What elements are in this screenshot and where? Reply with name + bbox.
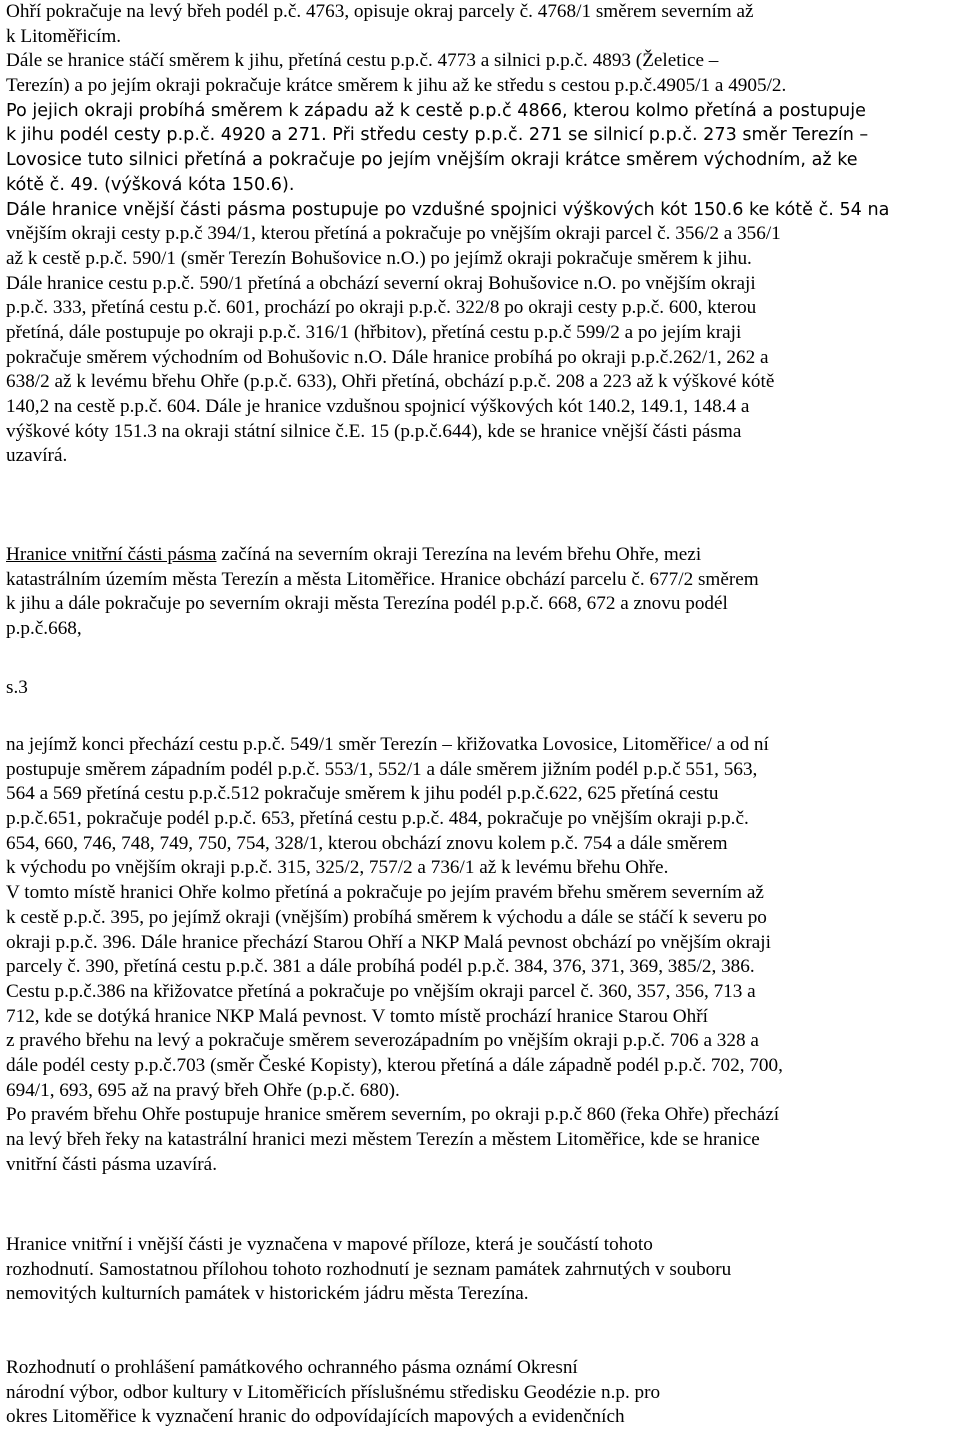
text-line: Hranice vnitřní i vnější části je vyznačena v mapové příloze, která je součástí tohoto bbox=[6, 1234, 653, 1255]
text-line: rozhodnutí. Samostatnou přílohou tohoto rozhodnutí je seznam památek zahrnutých v souboru bbox=[6, 1258, 732, 1280]
text-line: katastrálním územím města Terezín a města Litoměřice. Hranice obchází parcelu č. 677/2 směrem bbox=[6, 568, 759, 590]
text-line: parcely č. 390, přetíná cestu p.p.č. 381 a dále probíhá podél p.p.č. 384, 376, 371, 369, 385/2, 386. bbox=[6, 956, 755, 978]
text-line: výškové kóty 151.3 na okraji státní silnice č.E. 15 (p.p.č.644), kde se hranice vnější části pásma bbox=[6, 420, 742, 442]
text-line: 694/1, 693, 695 až na pravý břeh Ohře (p.p.č. 680). bbox=[6, 1079, 400, 1101]
page-number-label: s.3 bbox=[6, 677, 28, 698]
text-line: k Litoměřicím. bbox=[6, 25, 122, 47]
paragraph-outer-zone-south bbox=[6, 99, 954, 222]
paragraph-outer-zone-intro bbox=[6, 0, 954, 99]
text-line: p.p.č. 333, přetíná cestu p.č. 601, prochází po okraji p.p.č. 322/8 po okraji cesty p.p.č. 600, kterou bbox=[6, 297, 757, 319]
text-line: okres Litoměřice k vyznačení hranic do odpovídajících mapových a evidenčních bbox=[6, 1406, 625, 1428]
text-line: Po jejich okraji probíhá směrem k západu až k cestě p.p.č 4866, kterou kolmo přetíná a postupuje bbox=[6, 100, 866, 121]
text-line: uzavírá. bbox=[6, 445, 68, 467]
text-line: k jihu podél cesty p.p.č. 4920 a 271. Při středu cesty p.p.č. 271 se silnicí p.p.č. 273 směr Terezín – bbox=[6, 125, 869, 146]
text-line: až k cestě p.p.č. 590/1 (směr Terezín Bohušovice n.O.) po jejímž okraji pokračuje směrem k jihu. bbox=[6, 247, 752, 269]
text-line: Dále se hranice stáčí směrem k jihu, přetíná cestu p.p.č. 4773 a silnici p.p.č. 4893 (Želetice – bbox=[6, 50, 719, 72]
text-line: Dále hranice vnější části pásma postupuje po vzdušné spojnici výškových kót 150.6 ke kótě č. 54 na bbox=[6, 199, 890, 220]
text-line: V tomto místě hranici Ohře kolmo přetíná a pokračuje po jejím pravém břehu směrem severním až bbox=[6, 882, 764, 904]
text-line: přetíná, dále postupuje po okraji p.p.č. 316/1 (hřbitov), přetíná cestu p.p.č 599/2 a po jejím kraji bbox=[6, 322, 742, 344]
paragraph-map-appendix bbox=[6, 1233, 954, 1307]
text-line: vnitřní části pásma uzavírá. bbox=[6, 1153, 217, 1175]
text-line: 564 a 569 přetíná cestu p.p.č.512 pokračuje směrem k jihu podél p.p.č.622, 625 přetíná cestu bbox=[6, 783, 719, 805]
text-line: pokračuje směrem východním od Bohušovic n.O. Dále hranice probíhá po okraji p.p.č.262/1, 262 a bbox=[6, 346, 769, 368]
text-line: 712, kde se dotýká hranice NKP Malá pevnost. V tomto místě prochází hranice Starou Ohří bbox=[6, 1005, 708, 1027]
text-line: k východu po vnějším okraji p.p.č. 315, 325/2, 757/2 a 736/1 až k levému břehu Ohře. bbox=[6, 857, 669, 879]
text-line-rest: začíná na severním okraji Terezína na levém břehu Ohře, mezi bbox=[216, 544, 702, 565]
text-line: z pravého břehu na levý a pokračuje směrem severozápadním po vnějším okraji p.p.č. 706 a 328 a bbox=[6, 1030, 759, 1052]
text-line: Po pravém břehu Ohře postupuje hranice směrem severním, po okraji p.p.č 860 (řeka Ohře) přechází bbox=[6, 1104, 780, 1126]
text-line: Rozhodnutí o prohlášení památkového ochranného pásma oznámí Okresní bbox=[6, 1357, 578, 1378]
paragraph-inner-zone-route bbox=[6, 733, 954, 1177]
text-line: postupuje směrem západním podél p.p.č. 553/1, 552/1 a dále směrem jižním podél p.p.č 551, 563, bbox=[6, 758, 758, 780]
text-line: p.p.č.651, pokračuje podél p.p.č. 653, přetíná cestu p.p.č. 484, pokračuje po vnějším okraji p.p.č. bbox=[6, 808, 749, 830]
paragraph-announcement bbox=[6, 1356, 954, 1430]
text-line: národní výbor, odbor kultury v Litoměřicích příslušnému středisku Geodézie n.p. pro bbox=[6, 1381, 661, 1403]
text-line: p.p.č.668, bbox=[6, 618, 82, 640]
underlined-heading: Hranice vnitřní části pásma bbox=[6, 544, 217, 565]
text-line: nemovitých kulturních památek v historickém jádru města Terezína. bbox=[6, 1283, 529, 1305]
text-line: kótě č. 49. (výšková kóta 150.6). bbox=[6, 174, 295, 195]
paragraph-outer-zone-bohusovice bbox=[6, 222, 954, 469]
text-line: na jejímž konci přechází cestu p.p.č. 549/1 směr Terezín – křižovatka Lovosice, Litoměřice/ a od ní bbox=[6, 734, 769, 755]
text-line bbox=[6, 543, 954, 568]
text-line: Lovosice tuto silnici přetíná a pokračuje po jejím vnějším okraji krátce směrem východním, až ke bbox=[6, 150, 858, 171]
text-line: vnějším okraji cesty p.p.č 394/1, kterou přetíná a pokračuje po vnějším okraji parcel č. 356/2 a 356/1 bbox=[6, 223, 781, 245]
text-line: na levý břeh řeky na katastrální hranici mezi městem Terezín a městem Litoměřice, kde se hranice bbox=[6, 1129, 760, 1150]
text-line: 638/2 až k levému břehu Ohře (p.p.č. 633), Ohři přetíná, obchází p.p.č. 208 a 223 až k výškové kótě bbox=[6, 371, 775, 393]
text-line: k cestě p.p.č. 395, po jejímž okraji (vnějším) probíhá směrem k východu a dále se stáčí k severu po bbox=[6, 906, 767, 928]
text-line: Dále hranice cestu p.p.č. 590/1 přetíná a obchází severní okraj Bohušovice n.O. po vnějším okraji bbox=[6, 272, 756, 294]
text-line: Cestu p.p.č.386 na křižovatce přetíná a pokračuje po vnějším okraji parcel č. 360, 357, 356, 713 a bbox=[6, 980, 756, 1002]
text-line: k jihu a dále pokračuje po severním okraji města Terezína podél p.p.č. 668, 672 a znovu podél bbox=[6, 593, 728, 615]
text-line: okraji p.p.č. 396. Dále hranice přechází Starou Ohří a NKP Malá pevnost obchází po vnějším okraji bbox=[6, 931, 771, 953]
text-line: dále podél cesty p.p.č.703 (směr České Kopisty), kterou přetíná a dále západně podél p.p.č. 702, 700, bbox=[6, 1054, 783, 1076]
page-number bbox=[6, 676, 954, 701]
text-line: 140,2 na cestě p.p.č. 604. Dále je hranice vzdušnou spojnicí výškových kót 140.2, 149.1, 148.4 a bbox=[6, 396, 750, 418]
paragraph-inner-zone-start bbox=[6, 543, 954, 642]
text-line: Ohří pokračuje na levý břeh podél p.č. 4763, opisuje okraj parcely č. 4768/1 směrem severním až bbox=[6, 1, 754, 22]
text-line: 654, 660, 746, 748, 749, 750, 754, 328/1, kterou obchází znovu kolem p.č. 754 a dále směrem bbox=[6, 832, 728, 854]
text-line: Terezín) a po jejím okraji pokračuje krátce směrem k jihu až ke středu s cestou p.p.č.4905/1 a 4905/2. bbox=[6, 75, 787, 97]
